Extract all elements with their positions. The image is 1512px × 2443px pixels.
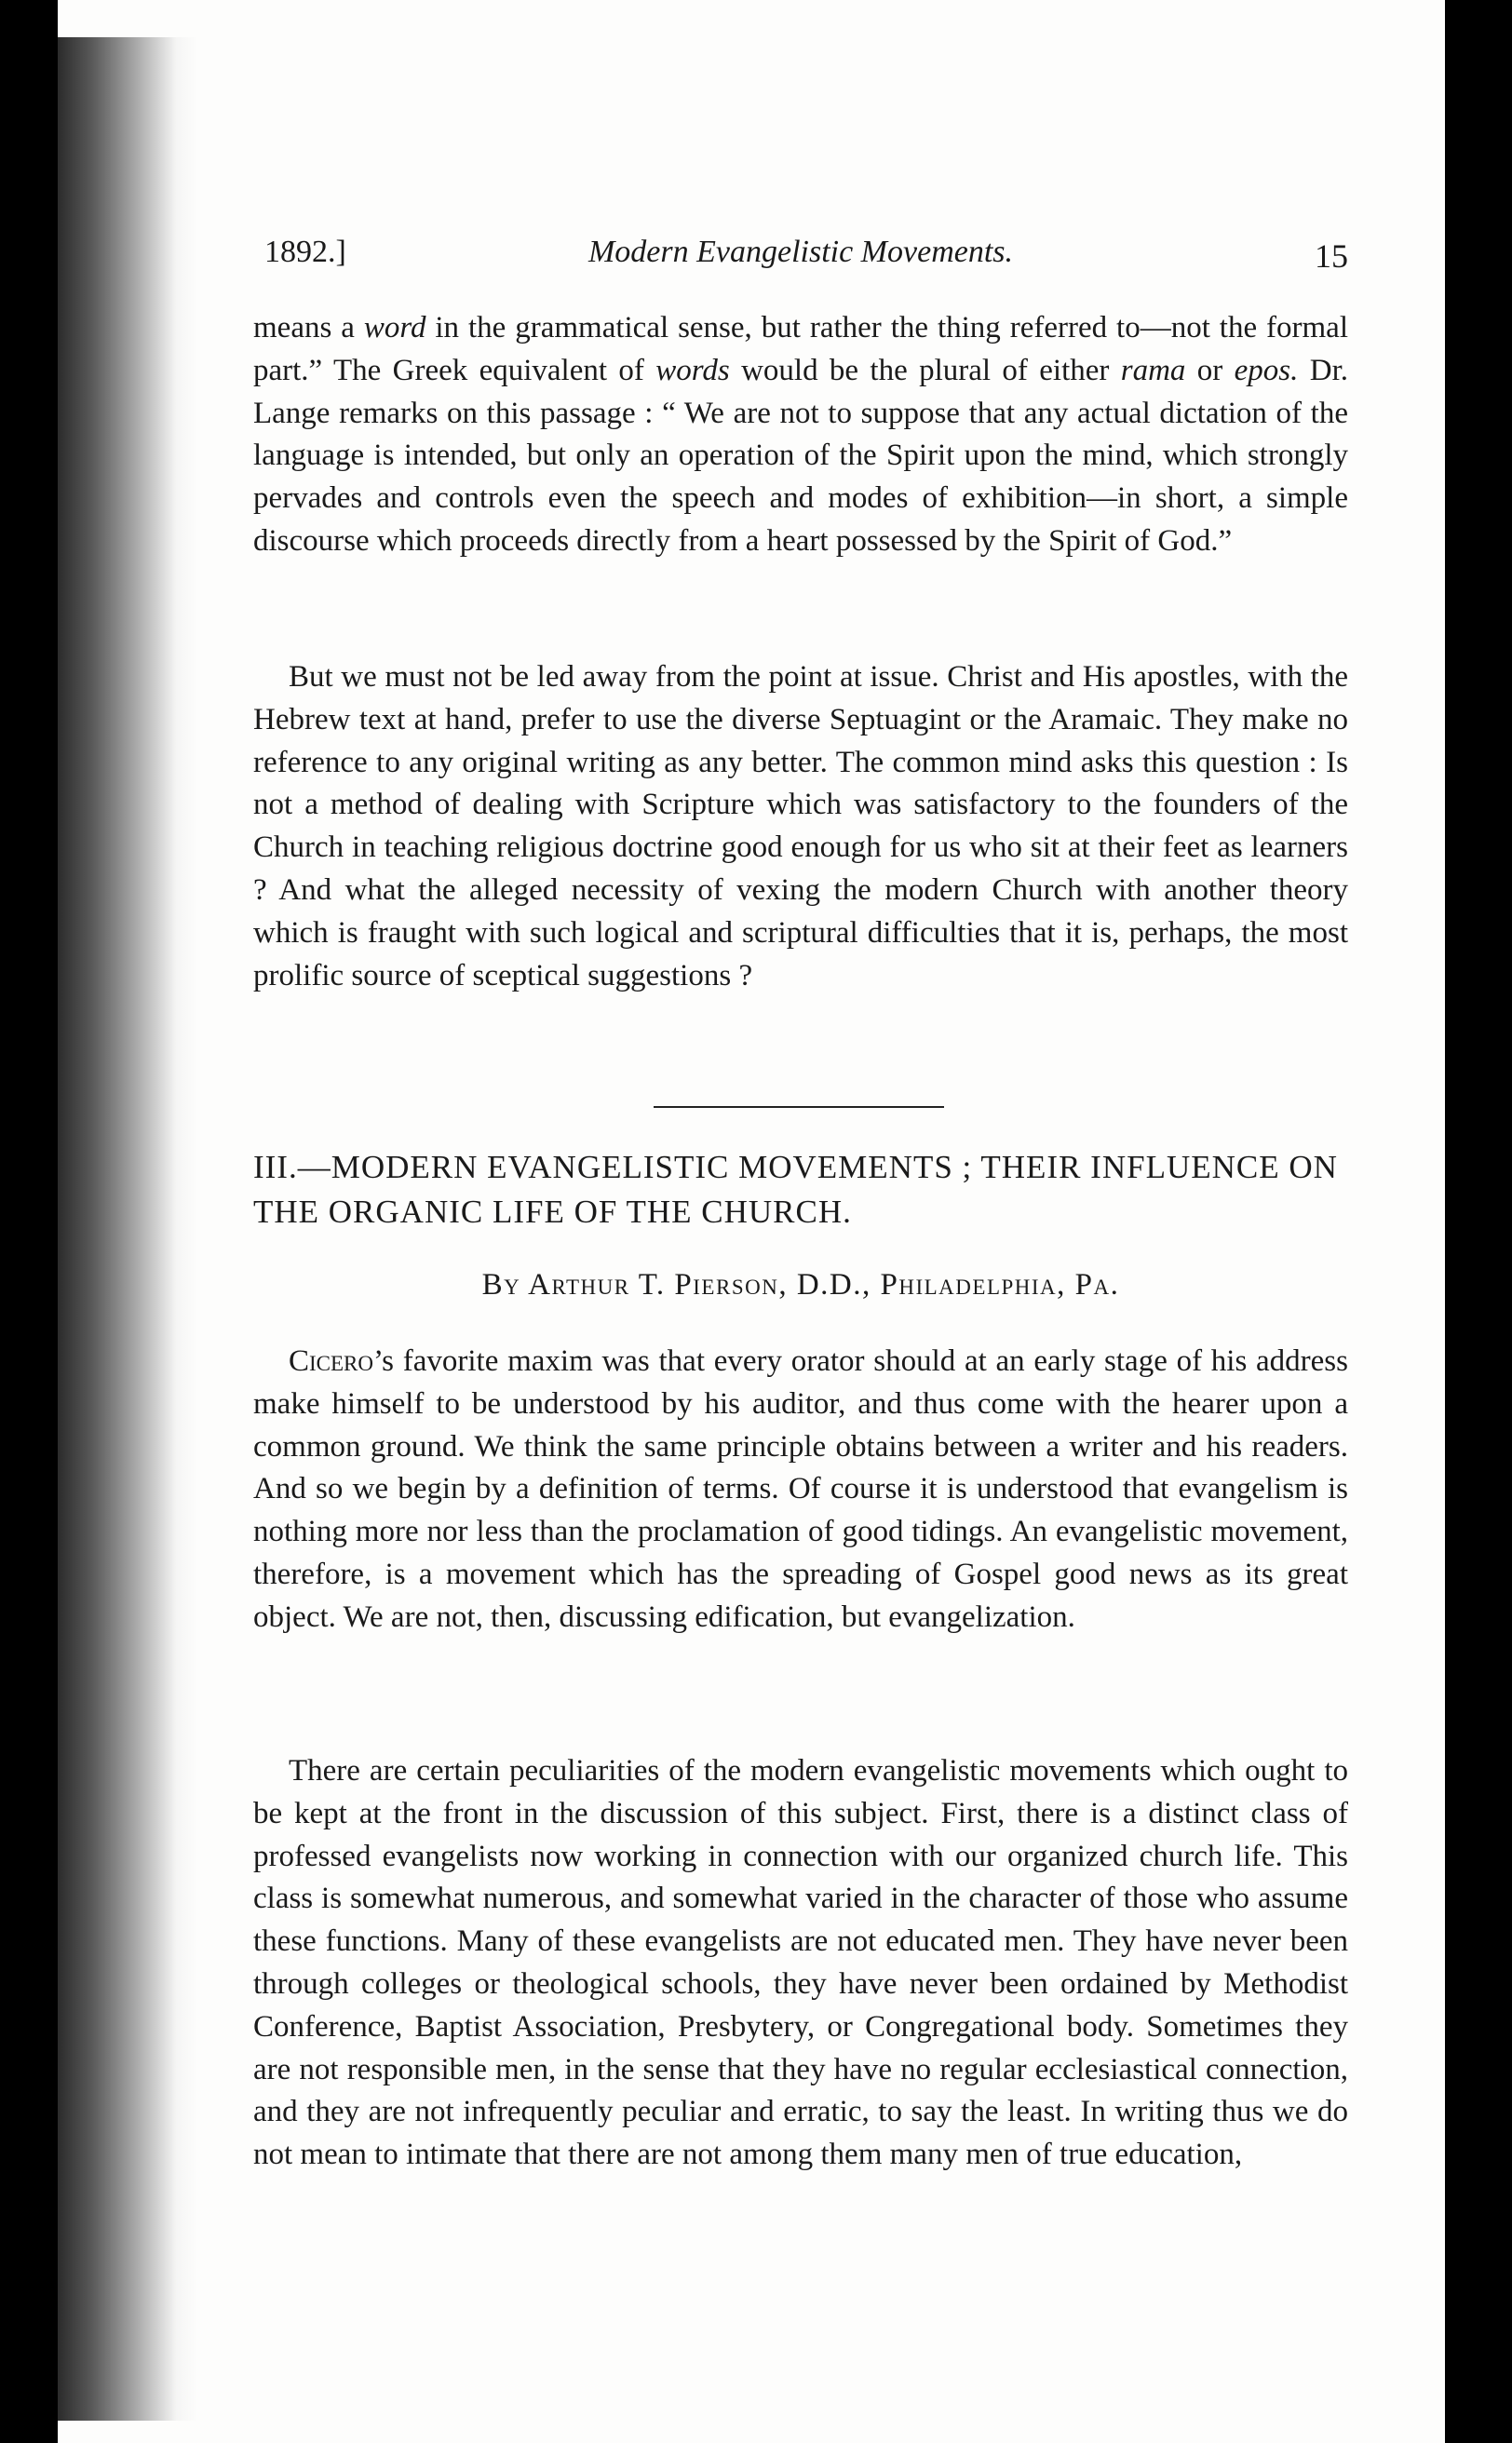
article-byline: By Arthur T. Pierson, D.D., Philadelphia, Pa.	[481, 1268, 1120, 1302]
article-heading: III.—MODERN EVANGELISTIC MOVEMENTS ; THEIR INFLUENCE ON THE ORGANIC LIFE OF THE CHURCH.	[253, 1149, 1338, 1230]
section-divider	[654, 1106, 944, 1108]
paragraph: But we must not be led away from the point at issue. Christ and His apostles, with the Hebrew text at hand, prefer to use the diverse Septuagint or the Aramaic. They make no reference to any original writing as any better. The common mind asks this question : Is not a method of dealing with Scripture which was satisfactory to the founders of the Church in teaching religious doctrine good enough for us who sit at their feet as learners ? And what the alleged necessity of vexing the modern Church with another theory which is fraught with such logical and scriptural difficulties that it is, perhaps, the most prolific source of sceptical suggestions ?	[253, 660, 1348, 992]
running-head	[253, 235, 1348, 281]
lead-word: Cicero	[289, 1344, 374, 1378]
text-run: ’s favorite maxim was that every orator should at an early stage of his address make himself to be understood by his auditor, and thus come with the hearer upon a common ground. We think the same principle obtains between a writer and his readers. And so we begin by a definition of terms. Of course it is understood that evangelism is nothing more nor less than the proclamation of good tidings. An evangelistic movement, therefore, is a movement which has the spreading of Gospel good news as its great object. We are not, then, discussing edification, but evangelization.	[253, 1344, 1348, 1634]
paragraph	[253, 1341, 1348, 1640]
running-head-year: 1892.]	[264, 235, 346, 269]
text-run: would be the plural of either	[729, 353, 1121, 387]
italic-term: words	[655, 353, 730, 387]
paragraph: There are certain peculiarities of the modern evangelistic movements which ought to be kept at the front in the discussion of this subject. First, there is a distinct class of professed evangelists now working in connection with our organized church life. This class is somewhat numerous, and somewhat varied in the character of those who assume these functions. Many of these evangelists are not educated men. They have never been through colleges or theological schools, they have never been ordained by Methodist Conference, Baptist Association, Presbytery, or Congregational body. Sometimes they are not responsible men, in the sense that they have no regular ecclesiastical connection, and they are not infrequently peculiar and erratic, to say the least. In writing thus we do not mean to intimate that there are not among them many men of true education,	[253, 1754, 1348, 2172]
binding-shadow	[58, 37, 197, 2421]
running-head-title: Modern Evangelistic Movements.	[587, 235, 1014, 269]
italic-term: rama	[1120, 353, 1186, 387]
italic-term: epos.	[1234, 353, 1299, 387]
text-run: means a	[253, 311, 364, 344]
text-run: Dr. Lange remarks on this passage : “ We are not to suppose that any actual dictation of the language is intended, but only an operation of the Spirit upon the mind, which strongly pervades and controls even the speech and modes of exhibition—in short, a simple discourse which proceeds directly from a heart possessed by the Spirit of God.”	[253, 353, 1348, 558]
page-number: 15	[1315, 237, 1348, 275]
page-edge	[1445, 0, 1512, 2443]
text-run: or	[1185, 353, 1235, 387]
paragraph-continued	[253, 307, 1348, 563]
text-run: in the grammatical sense, but rather the thing referred to—not the formal part.” The Greek equivalent of	[253, 311, 1349, 387]
italic-term: word	[363, 311, 426, 344]
